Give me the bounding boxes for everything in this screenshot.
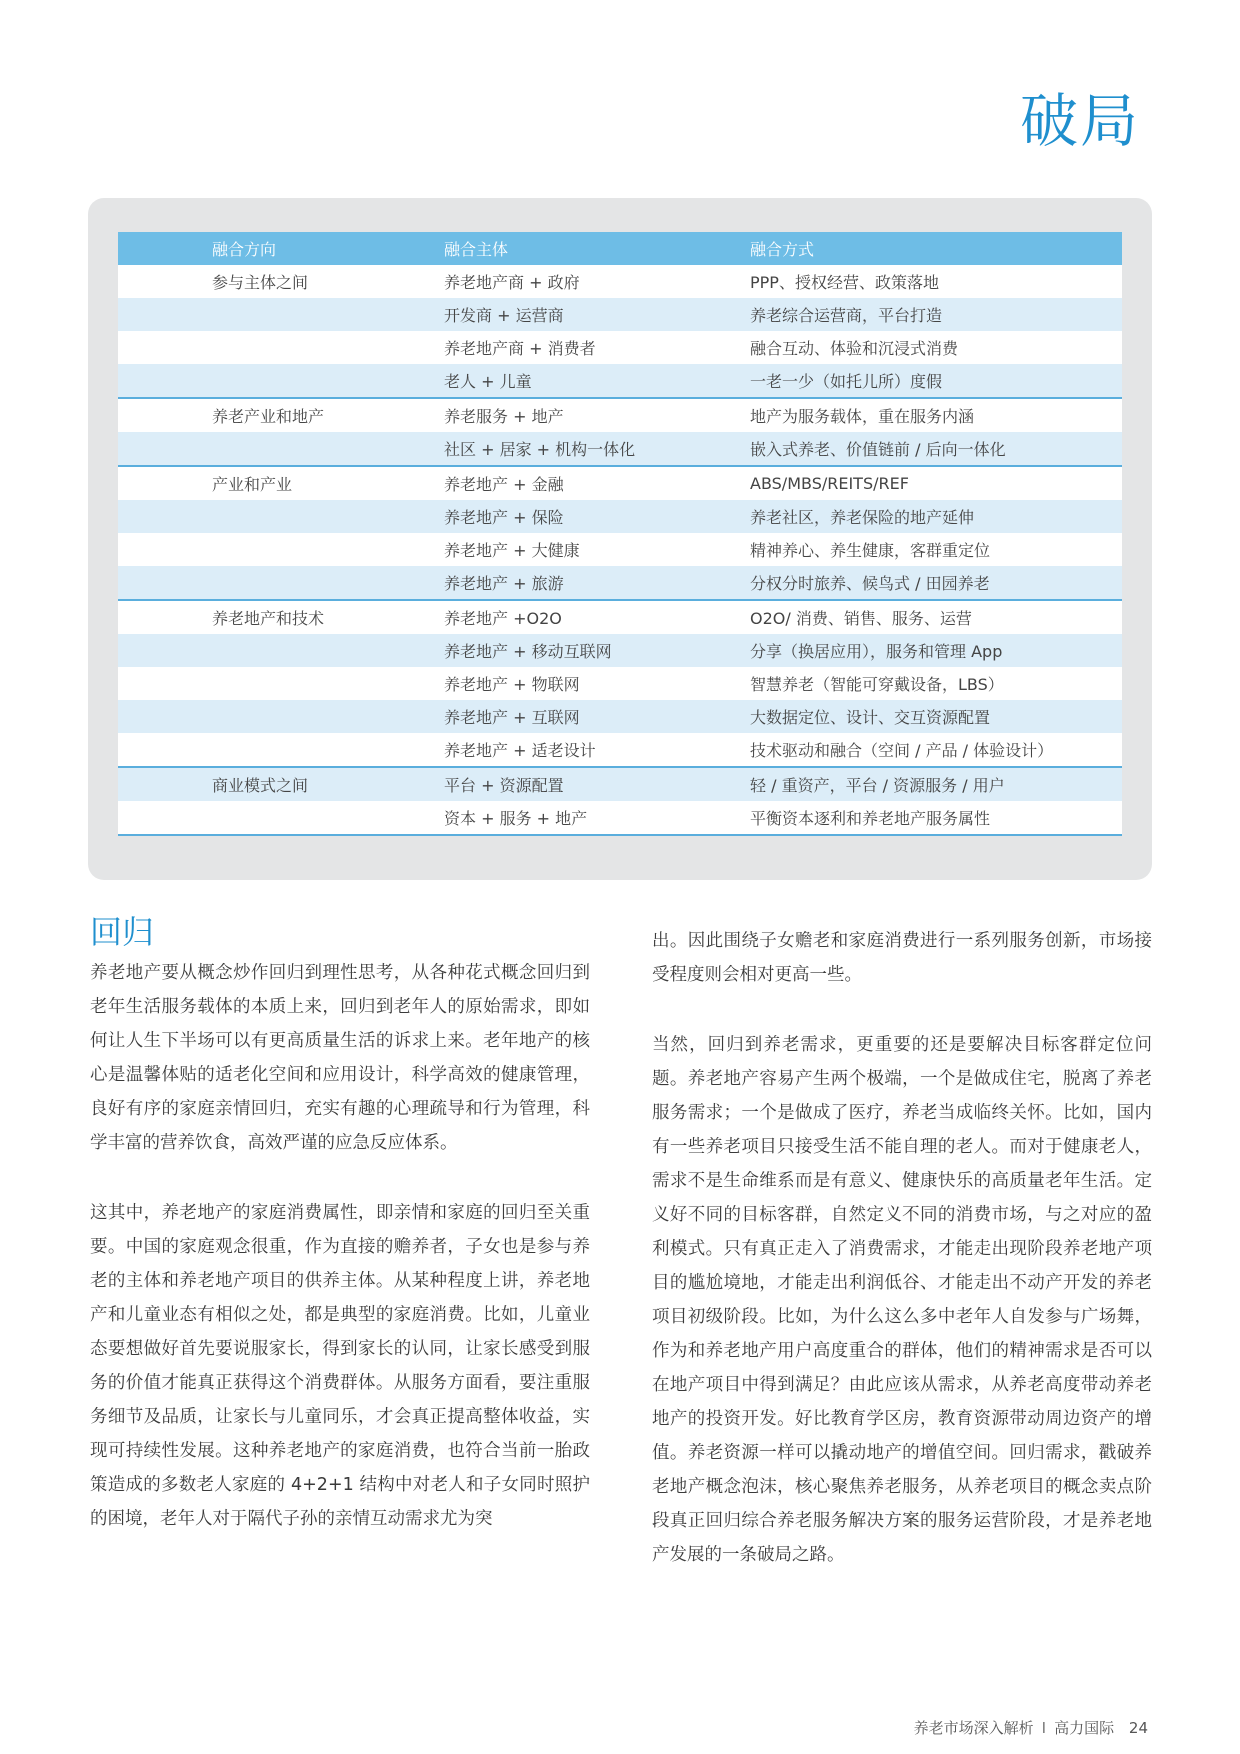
cell-direction xyxy=(118,801,444,835)
footer-separator: I xyxy=(1041,1719,1047,1737)
footer-company: 高力国际 xyxy=(1054,1719,1115,1737)
table-row xyxy=(118,364,1122,398)
cell-direction xyxy=(118,331,444,364)
cell-method: 养老社区，养老保险的地产延伸 xyxy=(750,500,1122,533)
table-row xyxy=(118,331,1122,364)
table-row xyxy=(118,398,1122,432)
cell-subject: 养老地产 + 大健康 xyxy=(444,533,750,566)
footer-report-title: 养老市场深入解析 xyxy=(913,1719,1034,1737)
cell-method: 地产为服务载体，重在服务内涵 xyxy=(750,398,1122,432)
cell-subject: 养老地产 + 金融 xyxy=(444,466,750,500)
cell-method: 精神养心、养生健康，客群重定位 xyxy=(750,533,1122,566)
cell-subject: 养老地产 + 保险 xyxy=(444,500,750,533)
cell-direction xyxy=(118,733,444,767)
cell-direction xyxy=(118,500,444,533)
page-number: 24 xyxy=(1128,1719,1148,1737)
cell-direction: 参与主体之间 xyxy=(118,265,444,298)
cell-subject: 养老地产 + 移动互联网 xyxy=(444,634,750,667)
table-row xyxy=(118,667,1122,700)
table-row xyxy=(118,600,1122,634)
cell-method: 嵌入式养老、价值链前 / 后向一体化 xyxy=(750,432,1122,466)
left-paragraph-2: 这其中，养老地产的家庭消费属性，即亲情和家庭的回归至关重要。中国的家庭观念很重，作为直接的赡养者，子女也是参与养老的主体和养老地产项目的供养主体。从某种程度上讲，养老地产和儿童业态有相似之处，都是典型的家庭消费。比如，儿童业态要想做好首先要说服家长，得到家长的认同，让家长感受到服务的价值才能真正获得这个消费群体。从服务方面看，要注重服务细节及品质，让家长与儿童同乐，才会真正提高整体收益，实现可持续性发展。这种养老地产的家庭消费，也符合当前一胎政策造成的多数老人家庭的 4+2+1 结构中对老人和子女同时照护的困境，老年人对于隔代子孙的亲情互动需求尤为突 xyxy=(90,1203,590,1529)
cell-method: 大数据定位、设计、交互资源配置 xyxy=(750,700,1122,733)
cell-direction: 养老地产和技术 xyxy=(118,600,444,634)
cell-subject: 养老地产商 + 政府 xyxy=(444,265,750,298)
cell-subject: 养老服务 + 地产 xyxy=(444,398,750,432)
header-subject: 融合主体 xyxy=(444,232,750,265)
table-row xyxy=(118,767,1122,801)
cell-method: PPP、授权经营、政策落地 xyxy=(750,265,1122,298)
cell-method: ABS/MBS/REITS/REF xyxy=(750,466,1122,500)
cell-method: 轻 / 重资产，平台 / 资源服务 / 用户 xyxy=(750,767,1122,801)
cell-direction: 商业模式之间 xyxy=(118,767,444,801)
cell-direction xyxy=(118,634,444,667)
cell-subject: 养老地产 +O2O xyxy=(444,600,750,634)
table-row xyxy=(118,634,1122,667)
cell-direction: 养老产业和地产 xyxy=(118,398,444,432)
cell-subject: 养老地产 + 适老设计 xyxy=(444,733,750,767)
right-paragraph-2: 当然，回归到养老需求，更重要的还是要解决目标客群定位问题。养老地产容易产生两个极端，一个是做成住宅，脱离了养老服务需求；一个是做成了医疗，养老当成临终关怀。比如，国内有一些养老项目只接受生活不能自理的老人。而对于健康老人，需求不是生命维系而是有意义、健康快乐的高质量老年生活。定义好不同的目标客群，自然定义不同的消费市场，与之对应的盈利模式。只有真正走入了消费需求，才能走出现阶段养老地产项目的尴尬境地，才能走出利润低谷、才能走出不动产开发的养老项目初级阶段。比如，为什么这么多中老年人自发参与广场舞，作为和养老地产用户高度重合的群体，他们的精神需求是否可以在地产项目中得到满足？由此应该从需求，从养老高度带动养老地产的投资开发。好比教育学区房，教育资源带动周边资产的增值。养老资源一样可以撬动地产的增值空间。回归需求，戳破养老地产概念泡沫，核心聚焦养老服务，从养老项目的概念卖点阶段真正回归综合养老服务解决方案的服务运营阶段，才是养老地产发展的一条破局之路。 xyxy=(652,1035,1152,1565)
right-column xyxy=(652,924,1152,1572)
table-row xyxy=(118,298,1122,331)
cell-subject: 社区 + 居家 + 机构一体化 xyxy=(444,432,750,466)
header-direction: 融合方向 xyxy=(118,232,444,265)
fusion-table-panel xyxy=(88,198,1152,880)
cell-method: 分享（换居应用），服务和管理 App xyxy=(750,634,1122,667)
table-row xyxy=(118,801,1122,835)
table-row xyxy=(118,733,1122,767)
cell-subject: 养老地产 + 旅游 xyxy=(444,566,750,600)
cell-method: 养老综合运营商，平台打造 xyxy=(750,298,1122,331)
table-row xyxy=(118,700,1122,733)
cell-method: 智慧养老（智能可穿戴设备，LBS） xyxy=(750,667,1122,700)
cell-method: 一老一少（如托儿所）度假 xyxy=(750,364,1122,398)
cell-subject: 平台 + 资源配置 xyxy=(444,767,750,801)
page-footer xyxy=(914,1717,1148,1738)
cell-method: O2O/ 消费、销售、服务、运营 xyxy=(750,600,1122,634)
cell-direction xyxy=(118,533,444,566)
page-title: 破局 xyxy=(1019,87,1140,155)
cell-method: 融合互动、体验和沉浸式消费 xyxy=(750,331,1122,364)
cell-subject: 资本 + 服务 + 地产 xyxy=(444,801,750,835)
cell-subject: 养老地产 + 物联网 xyxy=(444,667,750,700)
table-row xyxy=(118,432,1122,466)
table-row xyxy=(118,566,1122,600)
cell-subject: 养老地产 + 互联网 xyxy=(444,700,750,733)
table-row xyxy=(118,533,1122,566)
cell-direction xyxy=(118,566,444,600)
cell-subject: 养老地产商 + 消费者 xyxy=(444,331,750,364)
fusion-table xyxy=(118,232,1122,836)
left-paragraph-1: 养老地产要从概念炒作回归到理性思考，从各种花式概念回归到老年生活服务载体的本质上来，回归到老年人的原始需求，即如何让人生下半场可以有更高质量生活的诉求上来。老年地产的核心是温馨体贴的适老化空间和应用设计，科学高效的健康管理，良好有序的家庭亲情回归，充实有趣的心理疏导和行为管理，科学丰富的营养饮食，高效严谨的应急反应体系。 xyxy=(90,963,590,1153)
cell-direction xyxy=(118,667,444,700)
table-row xyxy=(118,500,1122,533)
right-paragraph-1: 出。因此围绕子女赡老和家庭消费进行一系列服务创新，市场接受程度则会相对更高一些。 xyxy=(652,931,1152,985)
left-column xyxy=(90,956,590,1536)
cell-subject: 老人 + 儿童 xyxy=(444,364,750,398)
section-heading: 回归 xyxy=(90,913,155,951)
table-row xyxy=(118,466,1122,500)
table-row xyxy=(118,265,1122,298)
cell-method: 平衡资本逐利和养老地产服务属性 xyxy=(750,801,1122,835)
cell-method: 技术驱动和融合（空间 / 产品 / 体验设计） xyxy=(750,733,1122,767)
cell-direction xyxy=(118,298,444,331)
cell-method: 分权分时旅养、候鸟式 / 田园养老 xyxy=(750,566,1122,600)
cell-direction: 产业和产业 xyxy=(118,466,444,500)
table-header-row xyxy=(118,232,1122,265)
header-method: 融合方式 xyxy=(750,232,1122,265)
cell-direction xyxy=(118,432,444,466)
cell-direction xyxy=(118,364,444,398)
cell-subject: 开发商 + 运营商 xyxy=(444,298,750,331)
cell-direction xyxy=(118,700,444,733)
